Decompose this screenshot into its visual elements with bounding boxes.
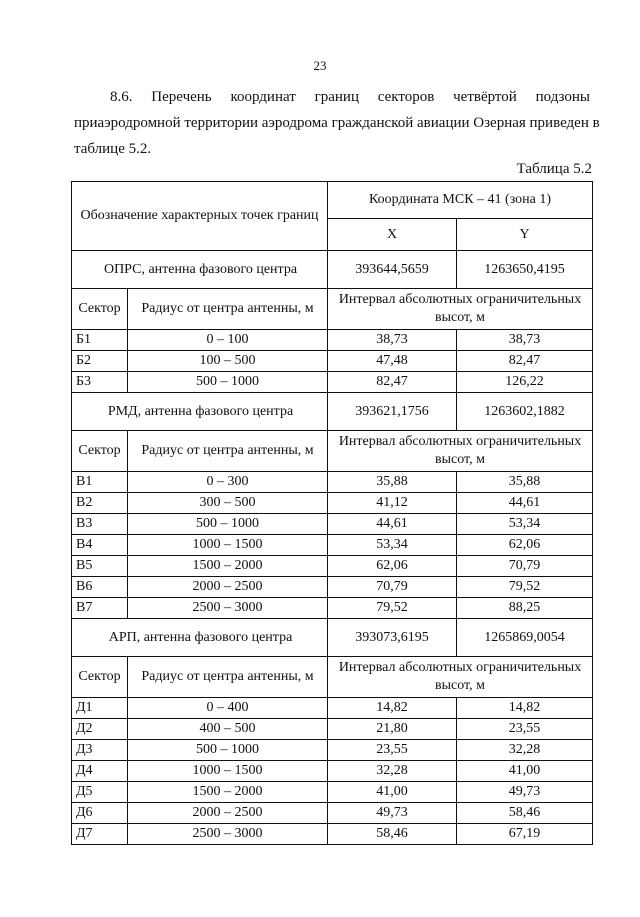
sector-cell: Д7 <box>72 824 128 845</box>
min-height-cell: 79,52 <box>328 598 457 619</box>
table-row <box>72 351 593 372</box>
paragraph-word: секторов <box>377 89 435 105</box>
max-height-cell: 53,34 <box>457 514 593 535</box>
min-height-cell: 62,06 <box>328 556 457 577</box>
table-row <box>72 577 593 598</box>
max-height-cell: 23,55 <box>457 719 593 740</box>
section-coord-row <box>72 393 593 431</box>
interval-header: Интервал абсолютных ограничительных высот, м <box>328 657 593 698</box>
sector-cell: В2 <box>72 493 128 514</box>
paragraph-word: координат <box>230 89 296 105</box>
paragraph-line-3: таблице 5.2. <box>74 141 152 157</box>
sector-cell: В3 <box>72 514 128 535</box>
table-row <box>72 740 593 761</box>
interval-header: Интервал абсолютных ограничительных высот, м <box>328 431 593 472</box>
max-height-cell: 44,61 <box>457 493 593 514</box>
section-name: АРП, антенна фазового центра <box>72 619 328 657</box>
radius-cell: 1500 – 2000 <box>128 556 328 577</box>
min-height-cell: 44,61 <box>328 514 457 535</box>
table-caption: Таблица 5.2 <box>516 161 592 177</box>
min-height-cell: 41,12 <box>328 493 457 514</box>
max-height-cell: 14,82 <box>457 698 593 719</box>
table-row <box>72 698 593 719</box>
page-number: 23 <box>313 58 327 73</box>
min-height-cell: 35,88 <box>328 472 457 493</box>
sector-cell: Д1 <box>72 698 128 719</box>
section-subheader-row <box>72 289 593 330</box>
sector-header: Сектор <box>72 431 128 472</box>
table-row <box>72 330 593 351</box>
section-x-value: 393073,6195 <box>328 619 457 657</box>
sector-cell: В5 <box>72 556 128 577</box>
radius-cell: 0 – 300 <box>128 472 328 493</box>
min-height-cell: 14,82 <box>328 698 457 719</box>
table-row <box>72 493 593 514</box>
radius-header: Радиус от центра антенны, м <box>128 431 328 472</box>
interval-header: Интервал абсолютных ограничительных высот, м <box>328 289 593 330</box>
paragraph-word: границ <box>314 89 359 105</box>
section-coord-row <box>72 251 593 289</box>
coord-system-header: Координата МСК – 41 (зона 1) <box>328 182 593 219</box>
table-row <box>72 598 593 619</box>
designation-header: Обозначение характерных точек границ <box>72 182 328 251</box>
x-header: X <box>328 219 457 251</box>
paragraph-line-1 <box>74 84 590 110</box>
radius-header: Радиус от центра антенны, м <box>128 657 328 698</box>
radius-cell: 0 – 100 <box>128 330 328 351</box>
min-height-cell: 49,73 <box>328 803 457 824</box>
min-height-cell: 41,00 <box>328 782 457 803</box>
paragraph-line-2: приаэродромной территории аэродрома гражданской авиации Озерная приведен в <box>74 115 600 131</box>
radius-cell: 1500 – 2000 <box>128 782 328 803</box>
section-y-value: 1263650,4195 <box>457 251 593 289</box>
sector-cell: Б2 <box>72 351 128 372</box>
intro-paragraph <box>74 84 600 162</box>
max-height-cell: 35,88 <box>457 472 593 493</box>
max-height-cell: 82,47 <box>457 351 593 372</box>
sector-cell: В1 <box>72 472 128 493</box>
table-row <box>72 372 593 393</box>
max-height-cell: 41,00 <box>457 761 593 782</box>
radius-header: Радиус от центра антенны, м <box>128 289 328 330</box>
paragraph-word: подзоны <box>535 89 590 105</box>
min-height-cell: 38,73 <box>328 330 457 351</box>
radius-cell: 400 – 500 <box>128 719 328 740</box>
sector-cell: Д3 <box>72 740 128 761</box>
paragraph-word: 8.6. <box>110 89 133 105</box>
radius-cell: 1000 – 1500 <box>128 535 328 556</box>
max-height-cell: 70,79 <box>457 556 593 577</box>
sector-cell: Д6 <box>72 803 128 824</box>
coordinates-table <box>71 181 593 845</box>
radius-cell: 2500 – 3000 <box>128 824 328 845</box>
sector-header: Сектор <box>72 289 128 330</box>
table-row <box>72 556 593 577</box>
radius-cell: 2000 – 2500 <box>128 577 328 598</box>
sector-cell: В4 <box>72 535 128 556</box>
section-y-value: 1263602,1882 <box>457 393 593 431</box>
paragraph-word: Перечень <box>151 89 212 105</box>
max-height-cell: 79,52 <box>457 577 593 598</box>
max-height-cell: 62,06 <box>457 535 593 556</box>
table-row <box>72 761 593 782</box>
min-height-cell: 53,34 <box>328 535 457 556</box>
sector-header: Сектор <box>72 657 128 698</box>
min-height-cell: 70,79 <box>328 577 457 598</box>
max-height-cell: 58,46 <box>457 803 593 824</box>
radius-cell: 1000 – 1500 <box>128 761 328 782</box>
section-x-value: 393644,5659 <box>328 251 457 289</box>
sector-cell: Б3 <box>72 372 128 393</box>
radius-cell: 0 – 400 <box>128 698 328 719</box>
y-header: Y <box>457 219 593 251</box>
section-subheader-row <box>72 657 593 698</box>
radius-cell: 300 – 500 <box>128 493 328 514</box>
sector-cell: Д4 <box>72 761 128 782</box>
table-row <box>72 803 593 824</box>
min-height-cell: 32,28 <box>328 761 457 782</box>
max-height-cell: 67,19 <box>457 824 593 845</box>
max-height-cell: 126,22 <box>457 372 593 393</box>
max-height-cell: 32,28 <box>457 740 593 761</box>
radius-cell: 2000 – 2500 <box>128 803 328 824</box>
table-row <box>72 719 593 740</box>
table-row <box>72 824 593 845</box>
table-row <box>72 472 593 493</box>
header-row <box>72 182 593 219</box>
section-y-value: 1265869,0054 <box>457 619 593 657</box>
sector-cell: Д5 <box>72 782 128 803</box>
sector-cell: Б1 <box>72 330 128 351</box>
min-height-cell: 23,55 <box>328 740 457 761</box>
min-height-cell: 47,48 <box>328 351 457 372</box>
min-height-cell: 58,46 <box>328 824 457 845</box>
radius-cell: 500 – 1000 <box>128 514 328 535</box>
section-name: РМД, антенна фазового центра <box>72 393 328 431</box>
section-coord-row <box>72 619 593 657</box>
radius-cell: 500 – 1000 <box>128 372 328 393</box>
section-x-value: 393621,1756 <box>328 393 457 431</box>
radius-cell: 2500 – 3000 <box>128 598 328 619</box>
radius-cell: 100 – 500 <box>128 351 328 372</box>
min-height-cell: 82,47 <box>328 372 457 393</box>
section-subheader-row <box>72 431 593 472</box>
table-row <box>72 514 593 535</box>
section-name: ОПРС, антенна фазового центра <box>72 251 328 289</box>
sector-cell: В7 <box>72 598 128 619</box>
table-row <box>72 782 593 803</box>
max-height-cell: 88,25 <box>457 598 593 619</box>
sector-cell: В6 <box>72 577 128 598</box>
table-row <box>72 535 593 556</box>
max-height-cell: 38,73 <box>457 330 593 351</box>
min-height-cell: 21,80 <box>328 719 457 740</box>
radius-cell: 500 – 1000 <box>128 740 328 761</box>
paragraph-word: четвёртой <box>453 89 517 105</box>
max-height-cell: 49,73 <box>457 782 593 803</box>
sector-cell: Д2 <box>72 719 128 740</box>
